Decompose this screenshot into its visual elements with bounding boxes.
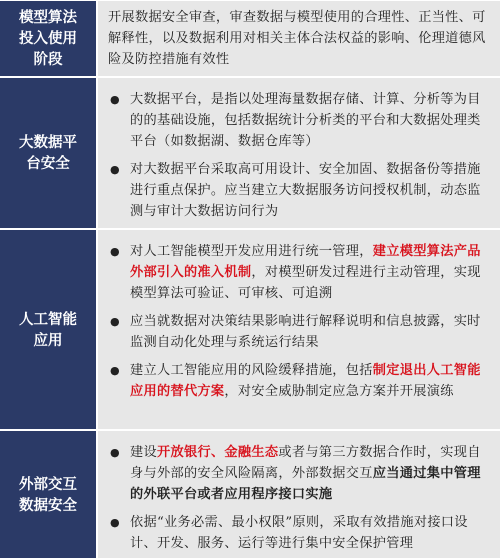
bullet-text: ，对安全威胁制定应急方案并开展演练 — [224, 384, 454, 399]
highlight-text: 开放银行、金融生态 — [156, 445, 279, 460]
label-line: 数据安全 — [19, 496, 77, 514]
bold-text: 应当通过集中管理的外联平台或者应用程序接口实施 — [130, 466, 481, 502]
bullet-dot-icon: ● — [110, 245, 120, 258]
bullet-item — [108, 442, 494, 505]
bullet-text: 对大数据平台采取高可用设计、安全加固、数据备份等措施进行重点保护。应当建立大数据服务访问授权机制，动态监测与审计大数据访问行为 — [130, 162, 481, 219]
bullet-item — [108, 512, 494, 554]
highlight-text: 建立模型算法产品外部引入的准入机制 — [130, 244, 481, 280]
bullet-text: ，对模型研发过程进行主动管理，实现模型算法可验证、可审核、可追溯 — [130, 265, 481, 301]
label-line: 投入使用 — [19, 30, 77, 47]
row-ai-application — [0, 230, 500, 431]
row-label — [0, 78, 96, 228]
row-external-data-interaction — [0, 431, 500, 558]
row-content — [98, 78, 500, 228]
row-label — [0, 230, 96, 429]
bullet-text: 或者与第三方数据合作时，实现自身与外部的安全风险隔离，外部数据交互 — [130, 445, 481, 481]
bullet-item — [108, 159, 494, 222]
label-line: 大数据平 — [19, 134, 77, 151]
bullet-dot-icon: ● — [110, 93, 120, 106]
bullet-item — [108, 241, 494, 304]
bullet-dot-icon: ● — [110, 364, 120, 377]
bullet-text: 对人工智能模型开发应用进行统一管理， — [130, 244, 373, 259]
row-model-algorithm-use — [0, 1, 500, 78]
row-content — [98, 1, 500, 76]
label-line: 阶段 — [33, 51, 63, 68]
row-content — [98, 431, 500, 558]
label-line: 人工智能 — [19, 310, 77, 328]
bullet-item — [108, 360, 494, 402]
highlight-text: 制定退出人工智能应用的替代方案 — [130, 363, 481, 399]
bullet-text: 建立人工智能应用的风险缓释措施，包括 — [130, 363, 373, 378]
bullet-text: 依据“业务必需、最小权限”原则，采取有效措施对接口设计、开发、服务、运行等进行集中安全保护管理 — [130, 515, 468, 551]
bullet-dot-icon: ● — [110, 315, 120, 328]
row-content — [98, 230, 500, 429]
bullet-dot-icon: ● — [110, 163, 120, 176]
bullet-item — [108, 89, 494, 152]
bullet-dot-icon: ● — [110, 446, 120, 459]
row-label — [0, 1, 96, 76]
row-big-data-platform — [0, 78, 500, 230]
row-label — [0, 431, 96, 558]
bullet-text: 建设 — [130, 445, 157, 460]
bullet-text: 应当就数据对决策结果影响进行解释说明和信息披露，实时监测自动化处理与系统运行结果 — [130, 314, 481, 350]
bullet-dot-icon: ● — [110, 516, 120, 529]
label-line: 外部交互 — [19, 475, 77, 493]
label-line: 台安全 — [26, 155, 70, 172]
bullet-item — [108, 311, 494, 353]
bullet-text: 大数据平台，是指以处理海量数据存储、计算、分析等为目的的基础设施，包括数据统计分析类的平台和大数据处理类平台（如数据湖、数据仓库等） — [130, 92, 481, 149]
label-line: 应用 — [33, 331, 63, 349]
content-text: 开展数据安全审查，审查数据与模型使用的合理性、正当性、可解释性，以及数据利用对相关主体合法权益的影响、伦理道德风险及防控措施有效性 — [108, 10, 486, 67]
label-line: 模型算法 — [19, 9, 77, 26]
